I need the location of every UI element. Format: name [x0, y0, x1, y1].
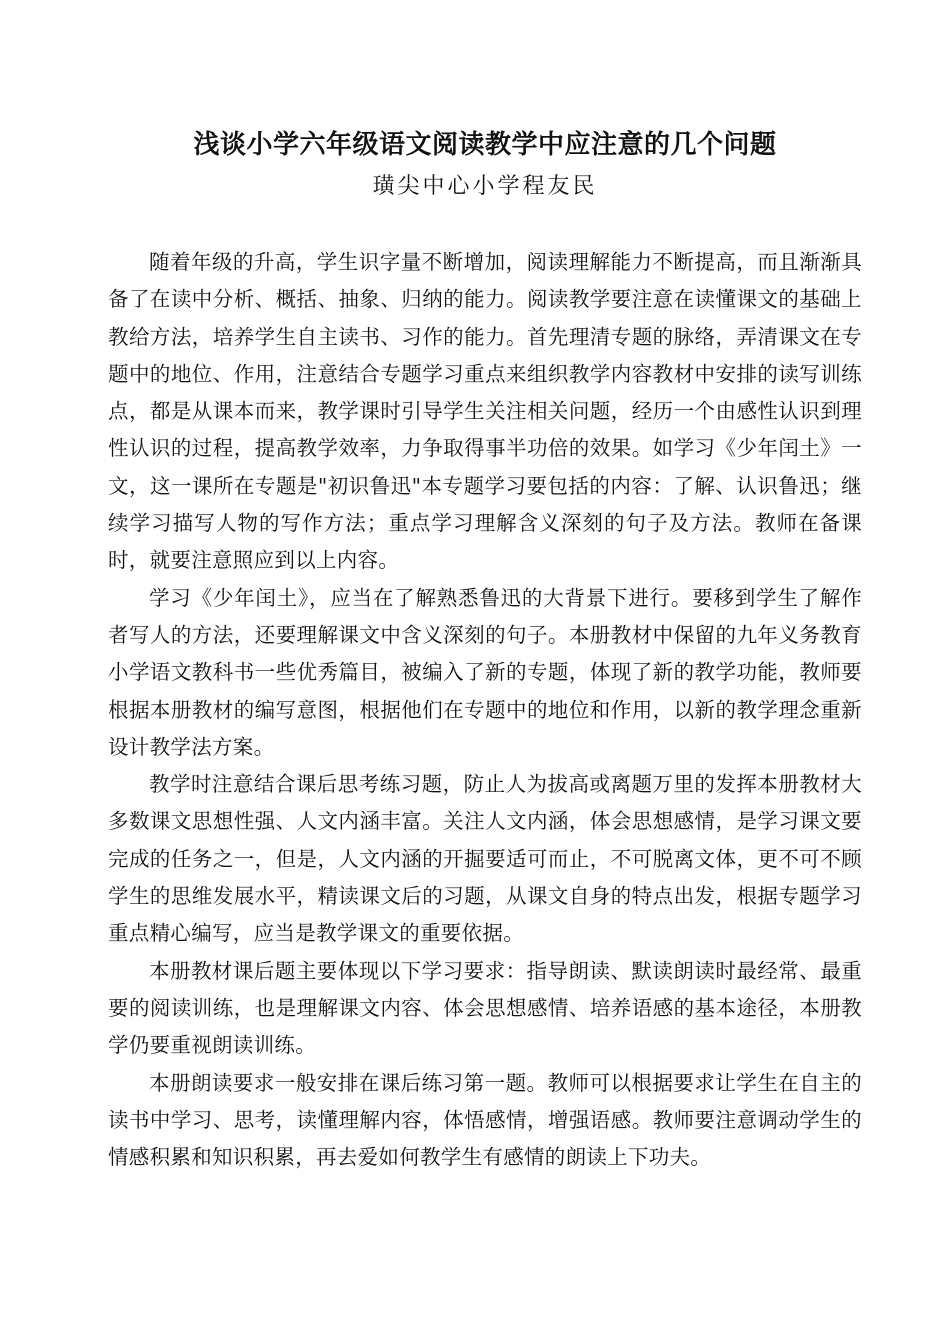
paragraph-1: 随着年级的升高，学生识字量不断增加，阅读理解能力不断提高，而且渐渐具备了在读中分析、概括、抽象、归纳的能力。阅读教学要注意在读懂课文的基础上教给方法，培养学生自主读书、习作的能力。首先理清专题的脉络，弄清课文在专题中的地位、作用，注意结合专题学习重点来组织教学内容教材中安排的读写训练点，都是从课本而来，教学课时引导学生关注相关问题，经历一个由感性认识到理性认识的过程，提高教学效率，力争取得事半功倍的效果。如学习《少年闰土》一文，这一课所在专题是"初识鲁迅"本专题学习要包括的内容：了解、认识鲁迅；继续学习描写人物的写作方法；重点学习理解含义深刻的句子及方法。教师在备课时，就要注意照应到以上内容。: [108, 250, 862, 573]
paragraph-2: 学习《少年闰土》，应当在了解熟悉鲁迅的大背景下进行。要移到学生了解作者写人的方法，还要理解课文中含义深刻的句子。本册教材中保留的九年义务教育小学语文教科书一些优秀篇目，被编入了新的专题，体现了新的教学功能，教师要根据本册教材的编写意图，根据他们在专题中的地位和作用，以新的教学理念重新设计教学法方案。: [108, 585, 862, 759]
paragraph-3: 教学时注意结合课后思考练习题，防止人为拔高或离题万里的发挥本册教材大多数课文思想性强、人文内涵丰富。关注人文内涵，体会思想感情，是学习课文要完成的任务之一，但是，人文内涵的开掘要适可而止，不可脱离文体，更不可不顾学生的思维发展水平，精读课文后的习题，从课文自身的特点出发，根据专题学习重点精心编写，应当是教学课文的重要依据。: [108, 772, 862, 946]
document-title: 浅谈小学六年级语文阅读教学中应注意的几个问题: [193, 130, 777, 160]
document-author: 璜尖中心小学程友民: [372, 174, 598, 199]
paragraph-4: 本册教材课后题主要体现以下学习要求：指导朗读、默读朗读时最经常、最重要的阅读训练，也是理解课文内容、体会思想感情、培养语感的基本途径，本册教学仍要重视朗读训练。: [108, 958, 862, 1058]
document-page: [108, 118, 862, 1298]
document-body: [108, 244, 862, 1176]
paragraph-5: 本册朗读要求一般安排在课后练习第一题。教师可以根据要求让学生在自主的读书中学习、思考，读懂理解内容，体悟感情，增强语感。教师要注意调动学生的情感积累和知识积累，再去爱如何教学生有感情的朗读上下功夫。: [108, 1070, 862, 1170]
